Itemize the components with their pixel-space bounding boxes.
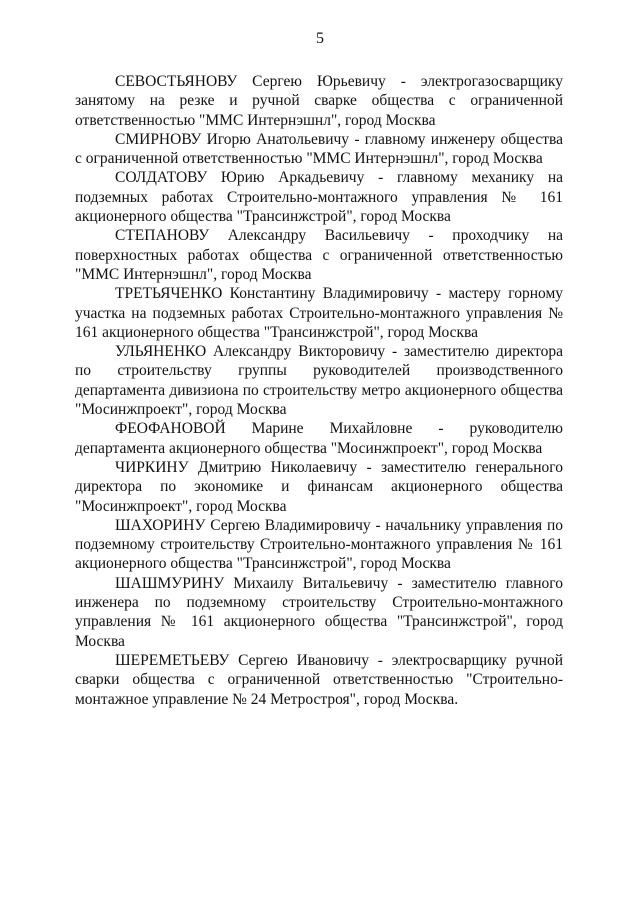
page-number: 5: [316, 30, 324, 47]
award-list: [75, 72, 563, 709]
list-item: СМИРНОВУ Игорю Анатольевичу - главному инженеру общества с ограниченной ответственностью "ММС Интернэшнл", город Москва: [75, 130, 563, 168]
list-item: УЛЬЯНЕНКО Александру Викторовичу - заместителю директора по строительству группы руководителей производственного департамента дивизиона по строительству метро акционерного общества "Мосинжпроект", город Москва: [75, 343, 563, 419]
list-item: ТРЕТЬЯЧЕНКО Константину Владимировичу - мастеру горному участка на подземных работах Строительно-монтажного управления № 161 акционерного общества "Трансинжстрой", город Москва: [75, 285, 563, 341]
list-item: СТЕПАНОВУ Александру Васильевичу - проходчику на поверхностных работах общества с ограниченной ответственностью "ММС Интернэшнл", город Москва: [75, 227, 563, 283]
list-item: ЧИРКИНУ Дмитрию Николаевичу - заместителю генерального директора по экономике и финансам акционерного общества "Мосинжпроект", город Москва: [75, 458, 563, 515]
list-item: СЕВОСТЬЯНОВУ Сергею Юрьевичу - электрогазосварщику занятому на резке и ручной сварке общества с ограниченной ответственностью "ММС Интернэшнл", город Москва: [75, 73, 563, 129]
list-item: ШЕРЕМЕТЬЕВУ Сергею Ивановичу - электросварщику ручной сварки общества с ограниченной ответственностью "Строительно-монтажное управление № 24 Метростроя", город Москва.: [75, 651, 563, 708]
list-item: СОЛДАТОВУ Юрию Аркадьевичу - главному механику на подземных работах Строительно-монтажного управления № 161 акционерного общества "Трансинжстрой", город Москва: [75, 169, 563, 226]
list-item: ФЕОФАНОВОЙ Марине Михайловне - руководителю департамента акционерного общества "Мосинжпроект", город Москва: [75, 420, 563, 457]
list-item: ШАХОРИНУ Сергею Владимировичу - начальнику управления по подземному строительству Строительно-монтажного управления № 161 акционерного общества "Трансинжстрой", город Москва: [75, 516, 563, 573]
list-item: ШАШМУРИНУ Михаилу Витальевичу - заместителю главного инженера по подземному строительству Строительно-монтажного управления № 161 акционерного общества "Трансинжстрой", город Москва: [75, 574, 563, 650]
